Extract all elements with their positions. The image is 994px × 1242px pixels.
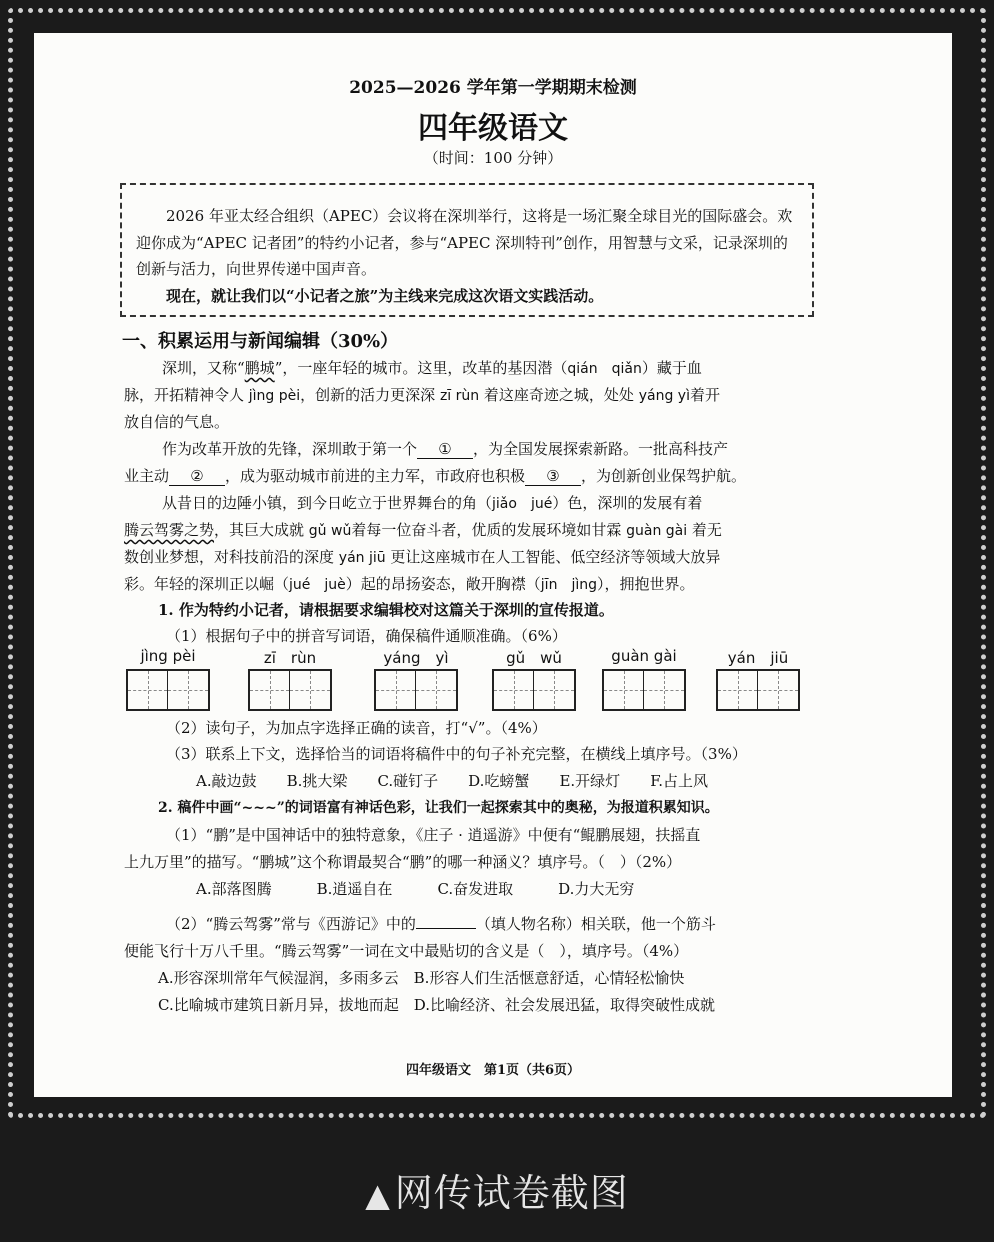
page-footer: 四年级语文 第1页（共6页） [405,1063,581,1078]
pinyin: yán jiū [338,550,386,566]
wavy-word: 鹏城 [244,359,275,377]
text: ，为全国发展探索新路。一批高科技产 [473,440,729,458]
writing-grid-4 [492,647,576,711]
text: 从昔日的边陲小镇，到今日屹立于世界舞台的角（ [162,494,493,512]
text: ，为创新创业保驾护航。 [581,467,747,485]
option: B.逍遥自在 [316,880,393,898]
char-box[interactable] [168,671,208,709]
grid-pinyin: guàn gài [611,647,677,665]
text: 彩。年轻的深圳正以崛（ [124,575,290,593]
passage-line-2 [124,384,720,405]
text: ）色，深圳的发展有着 [552,494,703,512]
text: （2）“腾云驾雾”常与《西游记》中的 [166,915,416,933]
pinyin: guàn gài [626,523,688,539]
char-box[interactable] [376,671,416,709]
text: ，创新的活力更深深 [300,386,440,404]
pinyin: gǔ wǔ [308,523,352,539]
options-row-2 [196,878,634,899]
grid-pinyin: gǔ wǔ [506,649,562,667]
text: 更让这座城市在人工智能、低空经济等领域大放异 [385,548,721,566]
question-2-2-line-1 [166,913,716,934]
char-box[interactable] [128,671,168,709]
text: 作为改革开放的先锋，深圳敢于第一个 [162,440,418,458]
intro-box [120,183,814,317]
char-box[interactable] [604,671,644,709]
options-row-1 [196,770,708,791]
exam-time: （时间：100 分钟） [423,149,563,167]
passage-line-3: 放自信的气息。 [124,413,230,431]
exam-subject: 四年级语文 [418,111,568,146]
question-1-2: （2）读句子，为加点字选择正确的读音，打“√”。（4%） [166,719,547,737]
pinyin: jīn jìng [540,577,597,593]
passage-line-4 [162,438,728,459]
passage-line-6 [162,492,702,513]
wavy-word: 腾云驾雾之势 [124,521,215,539]
caption [0,1162,994,1217]
option: A.形容深圳常年气候湿润，多雨多云 [158,969,399,987]
question-2-1-line-1: （1）“鹏”是中国神话中的独特意象，《庄子 · 逍遥游》中便有“鲲鹏展翅，扶摇直 [166,826,701,844]
text: ，成为驱动城市前进的主力军，市政府也积极 [225,467,526,485]
options-row-3 [158,967,684,988]
option: D.力大无穷 [558,880,635,898]
writing-grid-1 [126,647,210,711]
option: B.挑大梁 [286,772,348,790]
pinyin: qián qiǎn [567,361,642,377]
text: 着每一位奋斗者，优质的发展环境如甘霖 [351,521,627,539]
section-title: 一、积累运用与新闻编辑（30%） [122,331,399,352]
char-box[interactable] [290,671,330,709]
char-box[interactable] [534,671,574,709]
pinyin: jìng pèi [248,388,301,404]
text: ”，一座年轻的城市。这里，改革的基因潜（ [274,359,568,377]
grid-pinyin: zī rùn [263,649,317,667]
pinyin: yáng yì [638,388,690,404]
text: （填人物名称）相关联，他一个筋斗 [475,915,716,933]
option: E.开绿灯 [559,772,621,790]
passage-line-5 [124,465,746,486]
option: A.敲边鼓 [196,772,257,790]
text: 着开 [689,386,720,404]
text: ，其巨大成就 [214,521,309,539]
text: 数创业梦想，对科技前沿的深度 [124,548,339,566]
option: B.形容人们生活惬意舒适，心情轻松愉快 [413,969,685,987]
options-row-4 [158,994,715,1015]
question-2-2-line-2: 便能飞行十万八千里。“腾云驾雾”一词在文中最贴切的含义是（ ），填序号。（4%） [124,942,689,960]
grid-pinyin: yáng yì [383,649,449,667]
question-1: 1. 作为特约小记者，请根据要求编辑校对这篇关于深圳的宣传报道。 [158,601,614,619]
question-1-1: （1）根据句子中的拼音写词语，确保稿件通顺准确。（6%） [166,627,567,645]
text: 脉，开拓精神令人 [124,386,249,404]
blank-3: ③ [525,467,581,486]
exam-term: 2025—2026 学年第一学期期末检测 [349,78,637,98]
char-box[interactable] [758,671,798,709]
triangle-up-icon: ▲ [365,1176,391,1214]
text: 着无 [687,521,722,539]
option: D.比喻经济、社会发展迅猛，取得突破性成就 [413,996,715,1014]
text: 业主动 [124,467,170,485]
char-box[interactable] [644,671,684,709]
option: A.部落图腾 [196,880,272,898]
answer-blank[interactable] [416,928,476,929]
text: ）藏于血 [641,359,702,377]
grid-pinyin: jìng pèi [140,647,196,665]
writing-grid-6 [716,647,800,711]
option: C.奋发进取 [437,880,514,898]
pinyin: zī rùn [439,388,480,404]
option: C.比喻城市建筑日新月异，拔地而起 [158,996,399,1014]
blank-1: ① [417,440,473,459]
text: ）起的昂扬姿态，敞开胸襟（ [345,575,541,593]
option: C.碰钉子 [377,772,439,790]
option: F.占上风 [650,772,709,790]
question-2: 2. 稿件中画“~~~”的词语富有神话色彩，让我们一起探索其中的奥秘，为报道积累知识。 [158,800,719,816]
caption-text: 网传试卷截图 [394,1171,629,1215]
passage-line-8 [124,546,720,567]
pinyin: jué juè [289,577,346,593]
writing-grid-3 [374,647,458,711]
passage-line-7 [124,519,722,540]
writing-grid-5 [602,647,686,711]
question-1-3: （3）联系上下文，选择恰当的词语将稿件中的句子补充完整，在横线上填序号。（3%） [166,745,747,763]
passage-line-9 [124,573,695,594]
char-box[interactable] [416,671,456,709]
text: 着这座奇迹之城，处处 [479,386,639,404]
intro-paragraph: 2026 年亚太经合组织（APEC）会议将在深圳举行，这将是一场汇聚全球目光的国际盛会。欢迎你成为“APEC 记者团”的特约小记者，参与“APEC 深圳特刊”创作，用智慧与文采，记录深圳的创新与活力，向世界传递中国声音。 [136,207,793,278]
exam-paper [34,33,952,1097]
char-box[interactable] [718,671,758,709]
text: ），拥抱世界。 [597,575,695,593]
text: 深圳，又称“ [162,359,245,377]
pinyin: jiǎo jué [492,496,553,512]
grid-pinyin: yán jiū [727,649,789,667]
passage-line-1 [162,357,702,378]
char-box[interactable] [494,671,534,709]
intro-instruction: 现在，就让我们以“小记者之旅”为主线来完成这次语文实践活动。 [166,286,604,305]
blank-2: ② [169,467,225,486]
writing-grid-2 [248,647,332,711]
option: D.吃螃蟹 [468,772,530,790]
question-2-1-line-2: 上九万里”的描写。“鹏城”这个称谓最契合“鹏”的哪一种涵义？填序号。（ ）（2%） [124,853,682,871]
char-box[interactable] [250,671,290,709]
